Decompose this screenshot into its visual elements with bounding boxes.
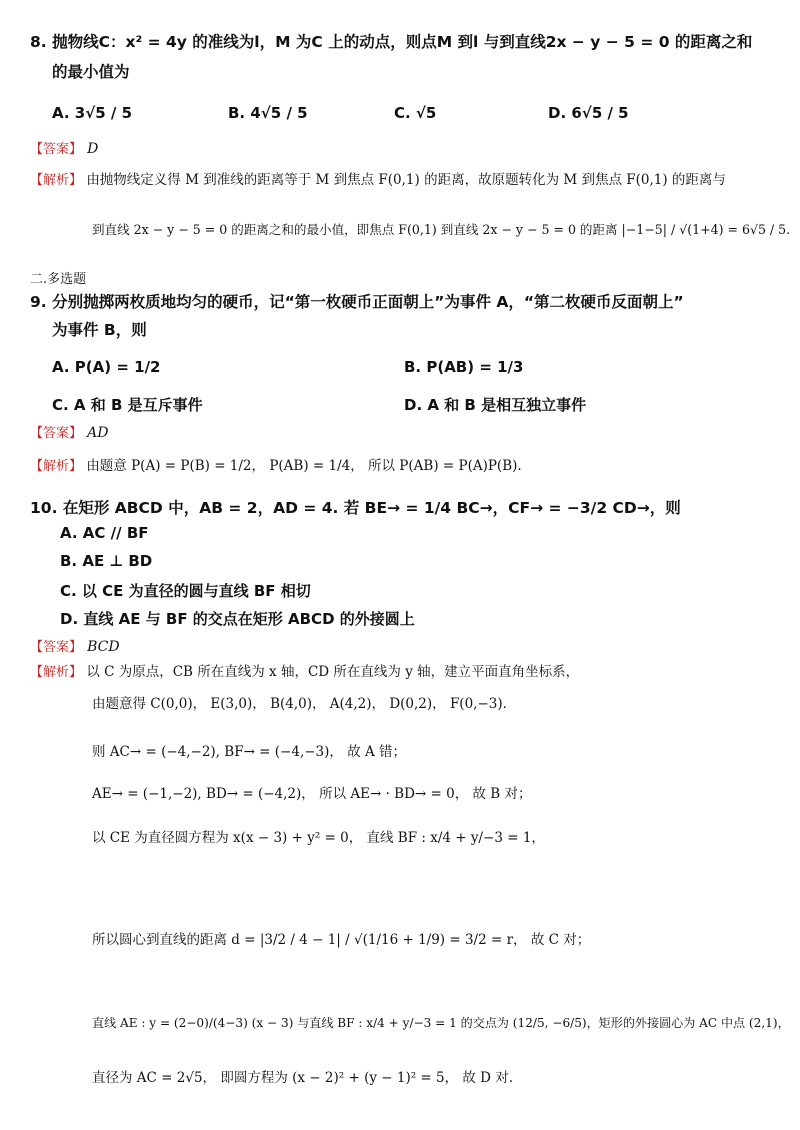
q10-answer-value: BCD [87, 639, 120, 655]
q10-analysis-line3: 则 AC→ = (−4,−2), BF→ = (−4,−3)， 故 A 错； [92, 744, 407, 760]
q8-option-d: D. 6√5 / 5 [548, 104, 629, 122]
q9-answer-value: AD [87, 425, 109, 441]
q10-answer-tag: 【答案】 [30, 640, 83, 655]
q10-analysis-line6: 所以圆心到直线的距离 d = |3/2 / 4 − 1| / √(1/16 + 1/9) = 3/2 = r， 故 C 对； [92, 932, 591, 948]
q9-answer-tag: 【答案】 [30, 426, 83, 441]
q10-analysis-line2: 由题意得 C(0,0)， E(3,0)， B(4,0)， A(4,2)， D(0,2)， F(0,−3). [92, 696, 507, 712]
q9-analysis-text1: 由题意 P(A) = P(B) = 1/2， P(AB) = 1/4， 所以 P(AB) = P(A)P(B). [86, 458, 522, 474]
q9-stem-line2: 为事件 B，则 [52, 321, 147, 339]
q8-answer-value: D [87, 141, 99, 157]
q8-stem-line1: 8. 抛物线C：x² = 4y 的准线为l，M 为C 上的动点，则点M 到l 与到直线2x − y − 5 = 0 的距离之和 [30, 33, 753, 51]
q10-analysis-line1 [30, 660, 579, 680]
q8-analysis-line1 [30, 168, 726, 188]
q9-answer [30, 422, 108, 441]
q8-analysis-text1: 由抛物线定义得 M 到准线的距离等于 M 到焦点 F(0,1) 的距离，故原题转化为 M 到焦点 F(0,1) 的距离与 [86, 172, 726, 188]
q8-answer [30, 138, 98, 157]
q8-stem-line2: 的最小值为 [52, 63, 130, 81]
q10-option-a: A. AC // BF [60, 524, 149, 542]
q8-option-a: A. 3√5 / 5 [52, 104, 133, 122]
q10-option-d: D. 直线 AE 与 BF 的交点在矩形 ABCD 的外接圆上 [60, 610, 415, 628]
q8-option-c: C. √5 [394, 104, 437, 122]
q10-analysis-line5: 以 CE 为直径圆方程为 x(x − 3) + y² = 0， 直线 BF : x/4 + y/−3 = 1， [92, 830, 545, 846]
q10-analysis-tag: 【解析】 [30, 665, 83, 680]
q10-analysis-line8: 直径为 AC = 2√5， 即圆方程为 (x − 2)² + (y − 1)² = 5， 故 D 对. [92, 1070, 514, 1086]
section-title-multiple-choice: 二.多选题 [30, 272, 87, 287]
q8-analysis-tag: 【解析】 [30, 173, 83, 188]
q9-option-d: D. A 和 B 是相互独立事件 [404, 396, 587, 414]
q10-analysis-line4: AE→ = (−1,−2), BD→ = (−4,2)， 所以 AE→ · BD→ = 0， 故 B 对； [92, 786, 532, 802]
q10-answer [30, 636, 120, 655]
q9-analysis-tag: 【解析】 [30, 459, 83, 474]
q9-analysis-line1 [30, 454, 522, 474]
q8-answer-tag: 【答案】 [30, 142, 83, 157]
q9-option-c: C. A 和 B 是互斥事件 [52, 396, 203, 414]
q10-option-b: B. AE ⊥ BD [60, 552, 153, 570]
q10-analysis-text1: 以 C 为原点，CB 所在直线为 x 轴，CD 所在直线为 y 轴，建立平面直角坐标系， [86, 664, 580, 680]
q8-analysis-line2: 到直线 2x − y − 5 = 0 的距离之和的最小值，即焦点 F(0,1) 到直线 2x − y − 5 = 0 的距离 |−1−5| / √(1+4) = 6√5 / 5. [92, 222, 791, 237]
q10-option-c: C. 以 CE 为直径的圆与直线 BF 相切 [60, 582, 311, 600]
q10-stem: 10. 在矩形 ABCD 中，AB = 2，AD = 4. 若 BE→ = 1/4 BC→，CF→ = −3/2 CD→，则 [30, 499, 681, 517]
q10-analysis-line7: 直线 AE : y = (2−0)/(4−3) (x − 3) 与直线 BF : x/4 + y/−3 = 1 的交点为 (12/5, −6/5)，矩形的外接圆心为 AC 中点 (2,1)， [92, 1016, 790, 1030]
q9-stem-line1: 9. 分别抛掷两枚质地均匀的硬币，记“第一枚硬币正面朝上”为事件 A，“第二枚硬币反面朝上” [30, 293, 684, 311]
q9-option-a: A. P(A) = 1/2 [52, 358, 161, 376]
q9-option-b: B. P(AB) = 1/3 [404, 358, 524, 376]
q8-option-b: B. 4√5 / 5 [228, 104, 308, 122]
